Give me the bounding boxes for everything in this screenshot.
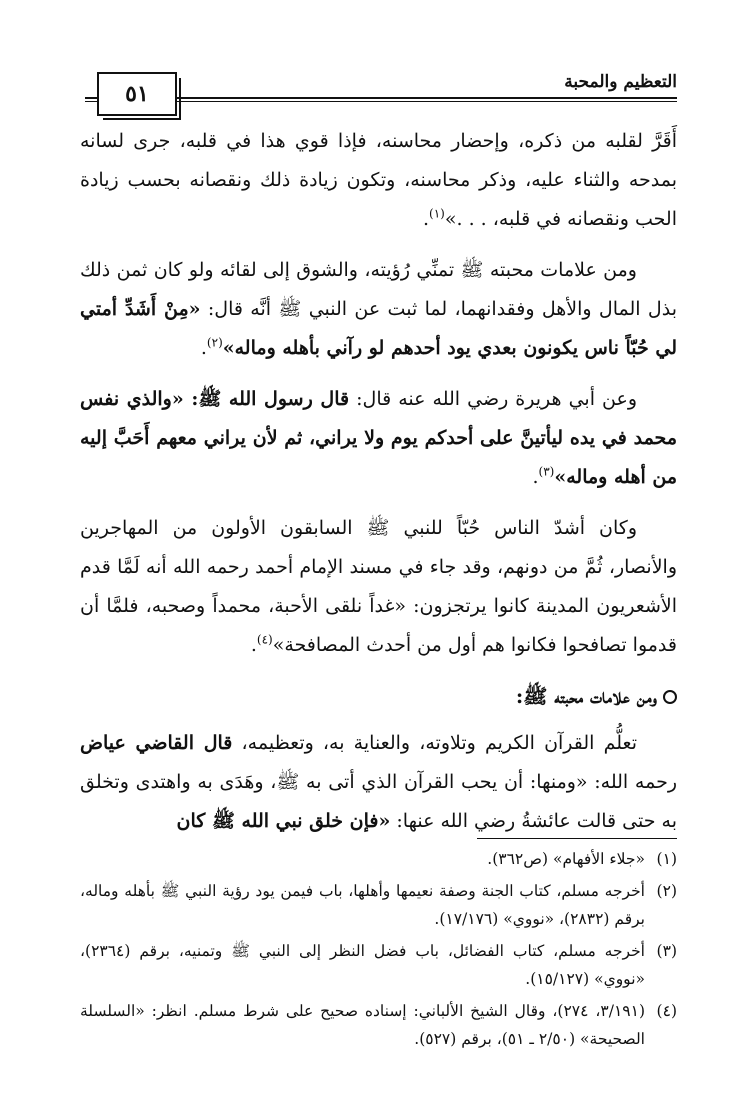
footnote-ref: (١) bbox=[429, 206, 445, 221]
quote-text: قال القاضي عياض bbox=[80, 732, 233, 754]
body-text: . bbox=[200, 337, 207, 359]
paragraph bbox=[80, 724, 677, 841]
footnote-number: (١) bbox=[656, 850, 677, 868]
body-text: . bbox=[250, 634, 257, 656]
body-text: رحمه الله: «ومنها: أن يحب القرآن الذي أتى به ﷺ، وهَدَى به واهتدى وتخلق به حتى قالت عائشةُ رضي الله عنها: bbox=[80, 771, 677, 832]
footnote bbox=[80, 845, 677, 873]
body-text: أَقَرَّ لقلبه من ذكره، وإحضار محاسنه، فإذا قوي هذا في قلبه، جرى لسانه بمدحه والثناء عليه، وذكر محاسنه، وتكون زيادة ذلك ونقصانه بحسب زيادة الحب ونقصانه في قلبه، . . .» bbox=[80, 130, 677, 230]
page-number: ٥١ bbox=[125, 81, 149, 107]
paragraph bbox=[80, 380, 677, 497]
section-heading bbox=[80, 677, 677, 716]
footnote bbox=[80, 937, 677, 993]
page-number-box bbox=[97, 72, 177, 116]
circle-bullet-icon bbox=[663, 690, 677, 704]
body-text: وكان أشدّ الناس حُبّاً للنبي ﷺ السابقون الأولون من المهاجرين والأنصار، ثُمَّ من دونهم، وقد جاء في مسند الإمام أحمد رحمه الله أنه لَمَّا قدم الأشعريون المدينة كانوا يرتجزون: «غداً نلقى الأحبة، محمداً وصحبه، فلمَّا أن قدموا تصافحوا فكانوا هم أول من أحدث المصافحة» bbox=[80, 517, 677, 656]
footnote-ref: (٣) bbox=[538, 464, 555, 479]
quote-text: قال رسول الله ﷺ: «والذي نفس محمد في يده ليأتينَّ على أحدكم يوم ولا يراني، ثم لأن يراني معهم أَحَبَّ إليه من أهله وماله» bbox=[80, 388, 677, 488]
body-text: . bbox=[422, 208, 430, 230]
body-text: تعلُّم القرآن الكريم وتلاوته، والعناية به، وتعظيمه، bbox=[232, 732, 637, 754]
main-text bbox=[80, 122, 677, 853]
footnote-text: أخرجه مسلم، كتاب الجنة وصفة نعيمها وأهلها، باب فيمن يود رؤية النبي ﷺ بأهله وماله، برقم (٢٨٣٢)، «نووي» (١٧/١٧٦). bbox=[80, 882, 645, 928]
footnote-text: أخرجه مسلم، كتاب الفضائل، باب فضل النظر إلى النبي ﷺ وتمنيه، برقم (٢٣٦٤)، «نووي» (١٥/١٢٧). bbox=[80, 942, 645, 988]
footnote bbox=[80, 997, 677, 1053]
page-header bbox=[85, 72, 677, 122]
footnote-ref: (٤) bbox=[256, 632, 273, 647]
footnote-number: (٤) bbox=[656, 1002, 677, 1020]
footnote-list bbox=[80, 845, 677, 1053]
footnote-rule bbox=[477, 838, 677, 839]
body-text: . bbox=[532, 466, 539, 488]
footnote-ref: (٢) bbox=[206, 335, 223, 350]
running-title: التعظيم والمحبة bbox=[558, 72, 677, 92]
paragraph bbox=[80, 509, 677, 665]
section-heading-text: ومن علامات محبته ﷺ: bbox=[515, 684, 657, 708]
footnote-text: «جلاء الأفهام» (ص٣٦٢). bbox=[487, 850, 645, 868]
footnote-number: (٣) bbox=[656, 942, 677, 960]
footnote-text: (٣/١٩١، ٢٧٤)، وقال الشيخ الألباني: إسناده صحيح على شرط مسلم. انظر: «السلسلة الصحيحة» (٢/٥٠ ـ ٥١)، برقم (٥٢٧). bbox=[80, 1002, 645, 1048]
footnote-number: (٢) bbox=[656, 882, 677, 900]
footnotes bbox=[80, 838, 677, 1057]
body-text: وعن أبي هريرة رضي الله عنه قال: bbox=[349, 388, 637, 410]
paragraph bbox=[80, 251, 677, 368]
footnote bbox=[80, 877, 677, 933]
quote-text: «مِنْ أَشَدِّ أمتي لي حُبّاً ناس يكونون بعدي يود أحدهم لو رآني بأهله وماله» bbox=[80, 298, 677, 359]
paragraph bbox=[80, 122, 677, 239]
body-text: ومن علامات محبته ﷺ تمنِّي رُؤيته، والشوق إلى لقائه ولو كان ثمن ذلك بذل المال والأهل وفقدانهما، لما ثبت عن النبي ﷺ أنَّه قال: bbox=[80, 259, 677, 320]
quote-text: «فإن خلق نبي الله ﷺ كان bbox=[176, 810, 391, 832]
